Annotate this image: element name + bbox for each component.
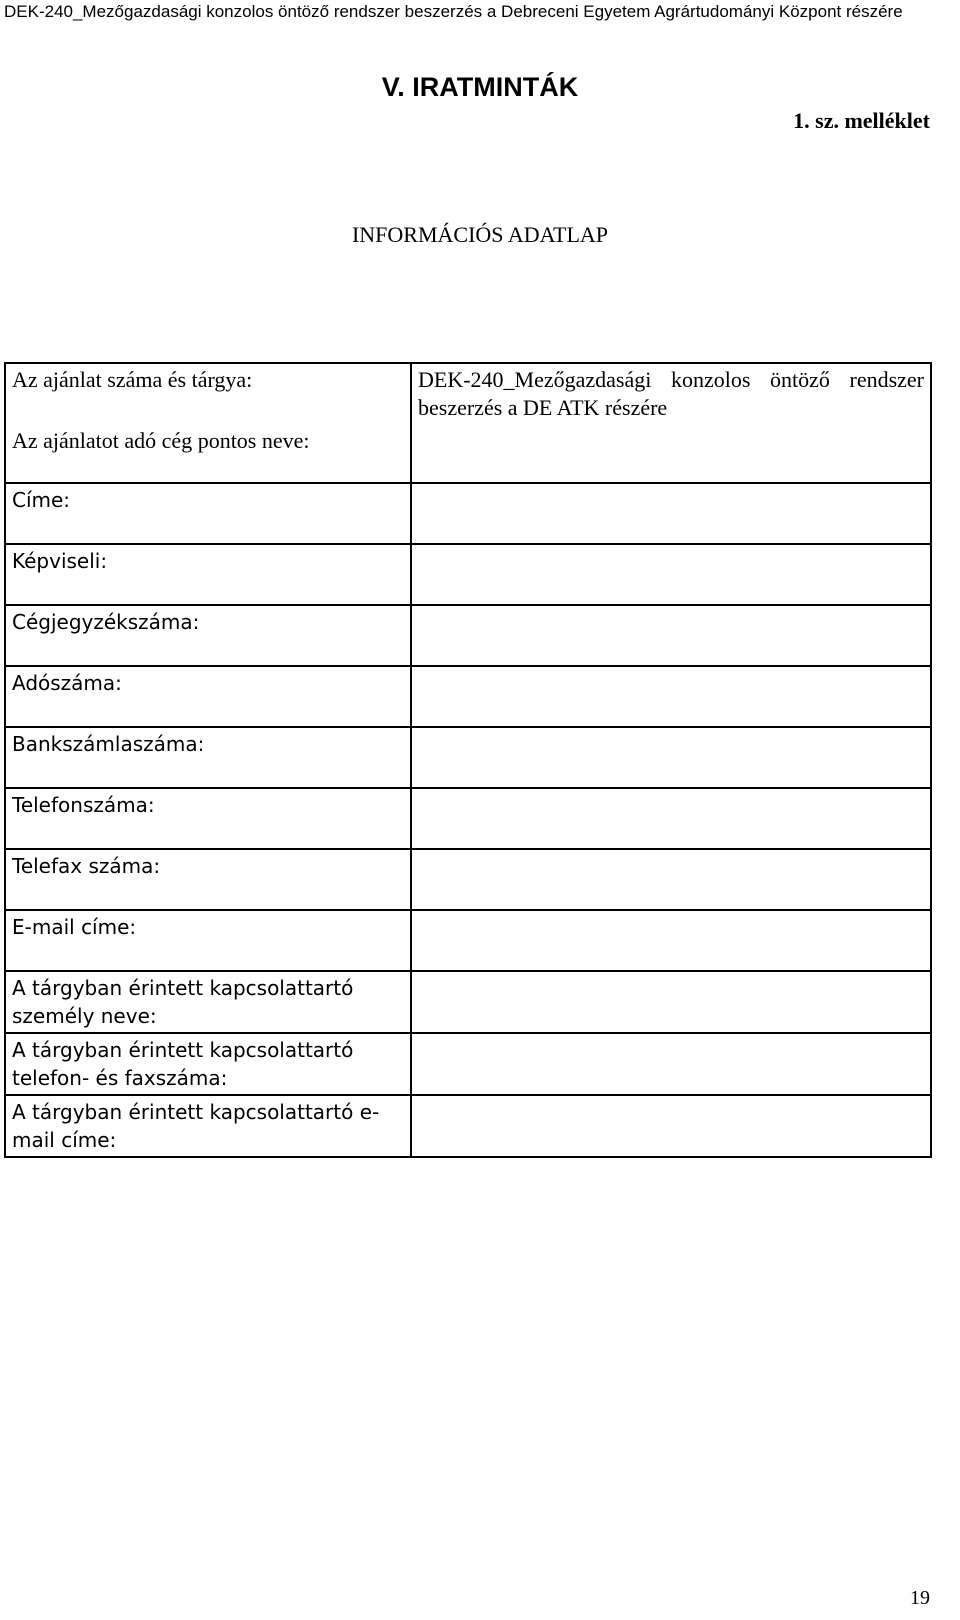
row-label-contact-name: A tárgyban érintett kapcsolattartó személy neve:	[5, 971, 411, 1033]
section-title: V. IRATMINTÁK	[381, 72, 579, 102]
table-row	[5, 483, 931, 544]
row-value-bank-account	[411, 727, 931, 788]
document-header: DEK-240_Mezőgazdasági konzolos öntöző rendszer beszerzés a Debreceni Egyetem Agrártudományi Központ részére	[4, 2, 903, 21]
row-label-tax-number: Adószáma:	[5, 666, 411, 727]
row-value-tax-number	[411, 666, 931, 727]
row-label-contact-phone-fax: A tárgyban érintett kapcsolattartó telefon- és faxszáma:	[5, 1033, 411, 1095]
table-row	[5, 605, 931, 666]
table-row	[5, 1095, 931, 1157]
table-row	[5, 544, 931, 605]
table-row	[5, 727, 931, 788]
table-row	[5, 910, 931, 971]
table-row	[5, 666, 931, 727]
information-sheet-table	[4, 362, 932, 1158]
annex-label: 1. sz. melléklet	[793, 108, 930, 133]
form-title: INFORMÁCIÓS ADATLAP	[351, 222, 609, 247]
row-label-contact-email: A tárgyban érintett kapcsolattartó e-mail címe:	[5, 1095, 411, 1157]
table-row	[5, 849, 931, 910]
row-value-contact-phone-fax	[411, 1033, 931, 1095]
row-value-contact-email	[411, 1095, 931, 1157]
row-label-address: Címe:	[5, 483, 411, 544]
row-value-phone	[411, 788, 931, 849]
row-value-email	[411, 910, 931, 971]
row-value-offer-number: DEK-240_Mezőgazdasági konzolos öntöző rendszer beszerzés a DE ATK részére	[411, 363, 931, 483]
row-value-representative	[411, 544, 931, 605]
row-label-bank-account: Bankszámlaszáma:	[5, 727, 411, 788]
page-number: 19	[910, 1587, 930, 1609]
table-row	[5, 363, 931, 425]
row-value-address	[411, 483, 931, 544]
table-row	[5, 971, 931, 1033]
table-row	[5, 788, 931, 849]
row-value-registration-number	[411, 605, 931, 666]
row-label-offer-number: Az ajánlat száma és tárgya:	[5, 363, 411, 425]
row-label-company-name: Az ajánlatot adó cég pontos neve:	[5, 425, 411, 483]
row-label-phone: Telefonszáma:	[5, 788, 411, 849]
row-value-contact-name	[411, 971, 931, 1033]
row-label-representative: Képviseli:	[5, 544, 411, 605]
row-value-fax	[411, 849, 931, 910]
row-label-registration-number: Cégjegyzékszáma:	[5, 605, 411, 666]
row-label-fax: Telefax száma:	[5, 849, 411, 910]
row-label-email: E-mail címe:	[5, 910, 411, 971]
table-row	[5, 1033, 931, 1095]
